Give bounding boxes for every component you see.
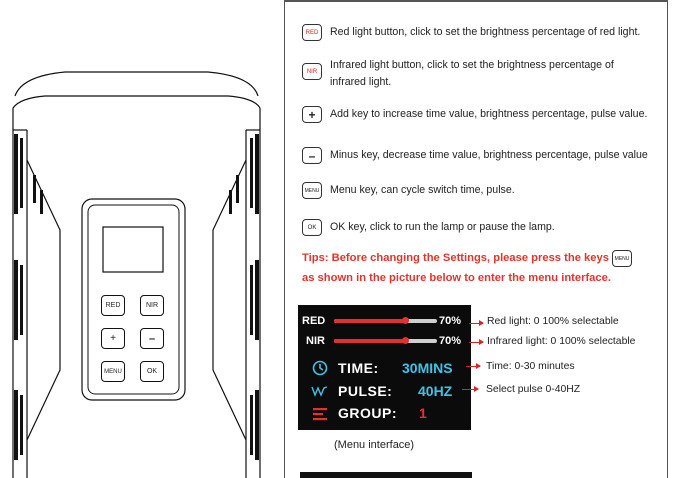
time-annotation: Time: 0-30 minutes	[486, 361, 575, 372]
minus-key-icon-label: –	[308, 148, 316, 163]
menu-interface-caption: (Menu interface)	[334, 439, 415, 451]
device-plus-button[interactable]	[101, 328, 125, 349]
ok-key-icon-label: OK	[307, 224, 317, 231]
nir-key-description: Infrared light button, click to set the brightness percentage of infrared light.	[330, 59, 614, 88]
menu-nir-label: NIR	[306, 335, 325, 347]
device-nir-button[interactable]	[140, 295, 164, 316]
column-top-border	[284, 0, 668, 2]
column-divider-left	[284, 0, 285, 478]
device-illustration	[0, 0, 284, 478]
red-annotation-arrow	[469, 323, 483, 324]
nir-annotation-arrow	[469, 342, 483, 343]
device-menu-button-label: MENU	[104, 368, 122, 375]
menu-key-description: Menu key, can cycle switch time, pulse.	[330, 184, 515, 196]
red-brightness-knob	[402, 317, 409, 324]
menu-pulse-label: PULSE:	[338, 383, 393, 399]
pulse-annotation-arrow	[462, 389, 478, 390]
menu-nir-value: 70%	[439, 335, 462, 347]
device-nir-button-label: NIR	[145, 302, 159, 309]
menu-group-value: 1	[419, 405, 427, 421]
menu-group-label: GROUP:	[338, 405, 397, 421]
menu-key-icon-label: MENU	[304, 187, 320, 194]
device-plus-button-label: +	[110, 333, 116, 344]
menu-red-value: 70%	[439, 315, 462, 327]
device-ok-button[interactable]	[140, 361, 164, 382]
device-red-button-label: RED	[105, 302, 121, 309]
clock-icon	[312, 360, 328, 376]
nir-brightness-fill	[334, 339, 406, 343]
group-list-icon	[311, 406, 329, 422]
nir-annotation: Infrared light: 0 100% selectable	[487, 336, 636, 347]
ok-key-icon	[302, 219, 322, 236]
next-screen-preview	[300, 472, 472, 478]
device-menu-button[interactable]	[101, 361, 125, 382]
ok-key-description: OK key, click to run the lamp or pause the lamp.	[330, 221, 555, 233]
menu-red-label: RED	[302, 315, 326, 327]
device-red-button[interactable]	[101, 295, 125, 316]
pulse-annotation: Select pulse 0-40HZ	[486, 384, 581, 395]
menu-time-value: 30MINS	[402, 360, 453, 376]
nir-key-icon	[302, 63, 322, 80]
plus-key-icon-label: +	[308, 107, 316, 122]
red-key-icon	[302, 24, 322, 41]
plus-key-description: Add key to increase time value, brightness percentage, pulse value.	[330, 108, 648, 120]
device-minus-button[interactable]	[140, 328, 164, 349]
minus-key-description: Minus key, decrease time value, brightness percentage, pulse value	[330, 149, 648, 161]
tips-text-part2: as shown in the picture below to enter the menu interface.	[302, 272, 611, 284]
nir-key-icon-label: NIR	[306, 68, 318, 75]
menu-time-label: TIME:	[338, 360, 379, 376]
column-divider-right	[667, 0, 668, 478]
device-minus-button-label: –	[148, 332, 156, 345]
time-annotation-arrow	[466, 366, 480, 367]
plus-key-icon	[302, 106, 322, 123]
menu-pulse-value: 40HZ	[418, 383, 453, 399]
tips-menu-key-icon: MENU	[612, 250, 632, 267]
minus-key-icon	[302, 147, 322, 164]
tips-text	[302, 248, 642, 288]
tips-text-part1: Tips: Before changing the Settings, please press the keys	[302, 252, 609, 264]
red-annotation: Red light: 0 100% selectable	[487, 316, 619, 327]
pulse-wave-icon	[311, 384, 329, 398]
red-brightness-fill	[334, 319, 406, 323]
device-ok-button-label: OK	[146, 368, 158, 375]
red-key-description: Red light button, click to set the brightness percentage of red light.	[330, 26, 641, 38]
red-key-icon-label: RED	[305, 29, 319, 36]
nir-brightness-knob	[402, 337, 409, 344]
menu-interface-screen	[298, 305, 471, 430]
menu-key-icon	[302, 182, 322, 199]
